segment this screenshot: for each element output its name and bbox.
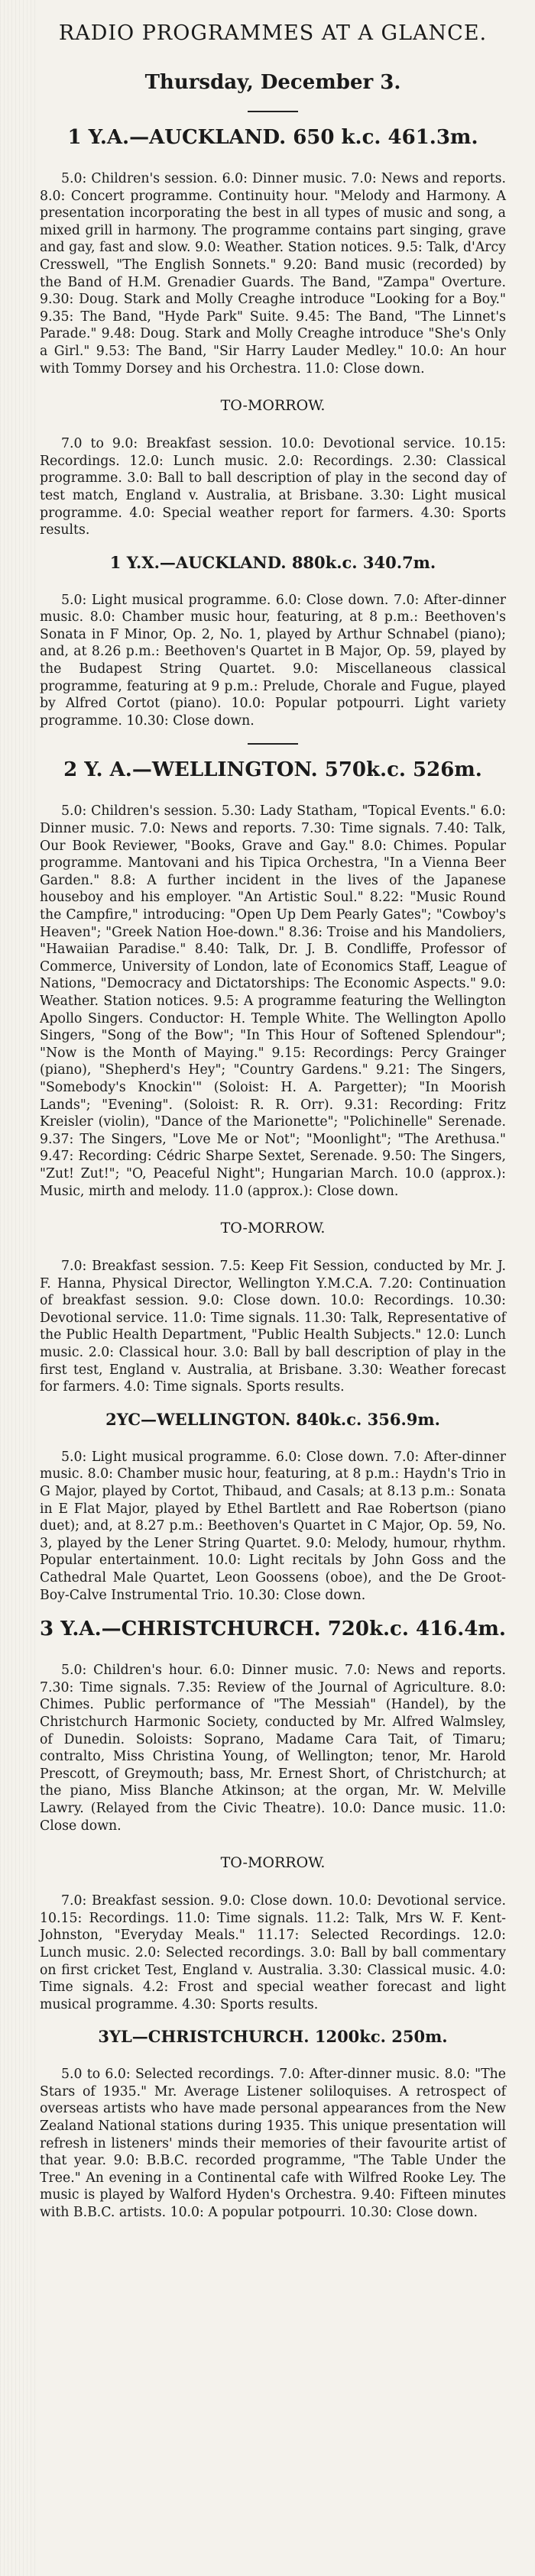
page-title: RADIO PROGRAMMES AT A GLANCE.: [58, 21, 488, 45]
station-2ya: [40, 758, 506, 1395]
station-3ya: [40, 1618, 506, 2013]
divider: [248, 743, 298, 745]
programme-date: Thursday, December 3.: [144, 71, 401, 94]
tomorrow-listing: 7.0: Breakfast session. 9.0: Close down. 10.0: Devotional service. 10.15: Recordings. 11.0: Time signals. 11.2: Talk, Mrs W. F. Kent-Johnston, "Everyday Meals." 11.17: Selected Recordings. 12.0: Lunch music. 2.0: Selected recordings. 3.0: Ball by ball commentary on first cricket Test, England v. Australia. 3.30: Classical music. 4.0: Time signals. 4.2: Frost and special weather forecast and light musical programme. 4.30: Sports results.: [40, 1893, 506, 2012]
programme-listing: 5.0: Light musical programme. 6.0: Close down. 7.0: After-dinner music. 8.0: Chamber music hour, featuring, at 8 p.m.: Beethoven's Sonata in F Minor, Op. 2, No. 1, played by Arthur Schnabel (piano); and, at 8.26 p.m.: Beethoven's Quartet in B Major, Op. 59, played by the Budapest String Quartet. 9.0: Miscellaneous classical programme, featuring at 9 p.m.: Prelude, Chorale and Fugue, played by Alfred Cortot (piano). 10.0: Popular potpourri. Light variety programme. 10.30: Close down.: [40, 592, 506, 729]
station-3yl: [40, 2027, 506, 2221]
tomorrow-heading: TO-MORROW.: [220, 1854, 326, 1872]
station-heading: 3 Y.A.—CHRISTCHURCH. 720k.c. 416.4m.: [40, 1618, 506, 1641]
station-heading: 2 Y. A.—WELLINGTON. 570k.c. 526m.: [63, 758, 482, 782]
station-1yx: [40, 553, 506, 730]
programme-listing: 5.0: Light musical programme. 6.0: Close down. 7.0: After-dinner music. 8.0: Chamber music hour, featuring, at 8 p.m.: Haydn's Trio in G Major, played by Cortot, Thibaud, and Casals; at 8.13 p.m.: Sonata in E Flat Major, played by Ethel Bartlett and Rae Robertson (piano duet); and, at 8.27 p.m.: Beethoven's Quartet in C Major, Op. 59, No. 3, played by the Lener String Quartet. 9.0: Melody, humour, rhythm. Popular entertainment. 10.0: Light recitals by John Goss and the Cathedral Male Quartet, Leon Goossens (oboe), and the De Groot-Boy-Calve Instrumental Trio. 10.30: Close down.: [40, 1449, 506, 1603]
programme-listing: 5.0 to 6.0: Selected recordings. 7.0: After-dinner music. 8.0: "The Stars of 1935." Mr. Average Listener soliloquises. A retrospect of overseas artists who have made personal appearances from the New Zealand National stations during 1935. This unique presentation will refresh in listeners' minds their memories of their favourite artist of that year. 9.0: B.B.C. recorded programme, "The Table Under the Tree." An evening in a Continental cafe with Wilfred Rooke Ley. The music is played by Walford Hyden's Orchestra. 9.40: Fifteen minutes with B.B.C. artists. 10.0: A popular potpourri. 10.30: Close down.: [40, 2067, 506, 2221]
divider: [248, 111, 298, 112]
programme-listing: 5.0: Children's hour. 6.0: Dinner music. 7.0: News and reports. 7.30: Time signals. 7.35: Review of the Journal of Agriculture. 8.0: Chimes. Public performance of "The Messiah" (Handel), by the Christchurch Harmonic Society, conducted by Mr. Alfred Walmsley, of Dunedin. Soloists: Soprano, Madame Cara Tait, of Timaru; contralto, Miss Christina Young, of Wellington; tenor, Mr. Harold Prescott, of Greymouth; bass, Mr. Ernest Short, of Christchurch; at the piano, Miss Blanche Atkinson; at the organ, Mr. W. Melville Lawry. (Relayed from the Civic Theatre). 10.0: Dance music. 11.0: Close down.: [40, 1663, 506, 1834]
station-heading: 2YC—WELLINGTON. 840k.c. 356.9m.: [105, 1409, 440, 1429]
programme-listing: 5.0: Children's session. 6.0: Dinner music. 7.0: News and reports. 8.0: Concert programme. Continuity hour. "Melody and Harmony. A presentation incorporating the best in all types of music and song, a mixed grill in harmony. The programme contains part singing, grave and gay, fast and slow. 9.0: Weather. Station notices. 9.5: Talk, d'Arcy Cresswell, "The English Sonnets." 9.20: Band music (recorded) by the Band of H.M. Grenadier Guards. The Band, "Zampa" Overture. 9.30: Doug. Stark and Molly Creaghe introduce "Looking for a Boy." 9.35: The Band, "Hyde Park" Suite. 9.45: The Band, "The Linnet's Parade." 9.48: Doug. Stark and Molly Creaghe introduce "She's Only a Girl." 9.53: The Band, "Sir Harry Lauder Medley." 10.0: An hour with Tommy Dorsey and his Orchestra. 11.0: Close down.: [40, 171, 506, 377]
station-heading: 3YL—CHRISTCHURCH. 1200kc. 250m.: [98, 2027, 448, 2047]
station-1ya: [40, 126, 506, 539]
programme-listing: 5.0: Children's session. 5.30: Lady Statham, "Topical Events." 6.0: Dinner music. 7.0: News and reports. 7.30: Time signals. 7.40: Talk, Our Book Reviewer, "Books, Grave and Gay." 8.0: Chimes. Popular programme. Mantovani and his Tipica Orchestra, "In a Vienna Beer Garden." 8.8: A further incident in the lives of the Japanese houseboy and his employer. "An Artistic Soul." 8.22: "Music Round the Campfire," introducing: "Open Up Dem Pearly Gates"; "Cowboy's Heaven"; "Greek Nation Hoe-down." 8.36: Troise and his Mandoliers, "Hawaiian Paradise." 8.40: Talk, Dr. J. B. Condliffe, Professor of Commerce, University of London, late of Economics Staff, League of Nations, "Democracy and Dictatorships: The Economic Aspects." 9.0: Weather. Station notices. 9.5: A programme featuring the Wellington Apollo Singers. Conductor: H. Temple White. The Wellington Apollo Singers, "Song of the Bow"; "In This Hour of Softened Splendour"; "Now is the Month of Maying." 9.15: Recordings: Percy Grainger (piano), "Shepherd's Hey"; "Country Gardens." 9.21: The Singers, "Somebody's Knockin'" (Soloist: H. A. Pargetter); "In Moorish Lands"; "Evening". (Soloist: R. R. Orr). 9.31: Recording: Fritz Kreisler (violin), "Dance of the Marionette"; "Polichinelle" Serenade. 9.37: The Singers, "Love Me or Not"; "Moonlight"; "The Arethusa." 9.47: Recording: Cédric Sharpe Sextet, Serenade. 9.50: The Singers, "Zut! Zut!"; "O, Peaceful Night"; Hungarian March. 10.0 (approx.): Music, mirth and melody. 11.0 (approx.): Close down.: [40, 803, 506, 1199]
tomorrow-listing: 7.0 to 9.0: Breakfast session. 10.0: Devotional service. 10.15: Recordings. 12.0: Lunch music. 2.0: Recordings. 2.30: Classical programme. 3.0: Ball to ball description of play in the second day of test match, England v. Australia, at Brisbane. 3.30: Light musical programme. 4.0: Special weather report for farmers. 4.30: Sports results.: [40, 436, 506, 538]
station-heading: 1 Y.X.—AUCKLAND. 880k.c. 340.7m.: [109, 552, 436, 572]
tomorrow-heading: TO-MORROW.: [220, 397, 326, 415]
station-2yc: [40, 1410, 506, 1604]
station-heading: 1 Y.A.—AUCKLAND. 650 k.c. 461.3m.: [67, 126, 478, 149]
tomorrow-heading: TO-MORROW.: [220, 1220, 326, 1237]
tomorrow-listing: 7.0: Breakfast session. 7.5: Keep Fit Session, conducted by Mr. J. F. Hanna, Physical Director, Wellington Y.M.C.A. 7.20: Continuation of breakfast session. 9.0: Close down. 10.0: Recordings. 10.30: Devotional service. 11.0: Time signals. 11.30: Talk, Representative of the Public Health Department, "Public Health Subjects." 12.0: Lunch music. 2.0: Classical hour. 3.0: Ball by ball description of play in the first test, England v. Australia, at Brisbane. 3.30: Weather forecast for farmers. 4.0: Time signals. Sports results.: [40, 1259, 506, 1395]
